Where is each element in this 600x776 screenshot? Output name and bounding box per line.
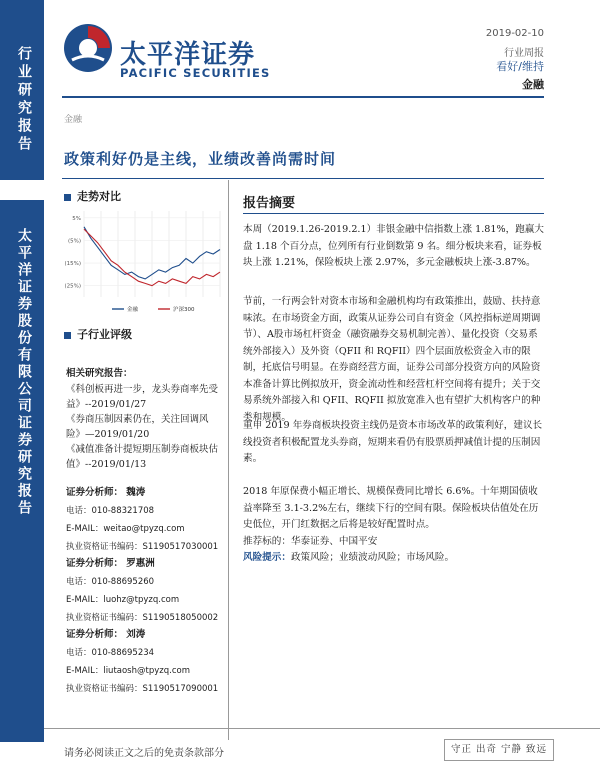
risk-label: 风险提示：: [243, 552, 291, 563]
analyst-name: 证券分析师： 刘涛: [66, 629, 146, 640]
risk-text: 政策风险；业绩波动风险；市场风险。: [290, 552, 455, 563]
logo-chinese: 太平洋证券: [120, 40, 256, 70]
analyst-block: [66, 557, 226, 629]
legend-label: 沪深300: [173, 307, 195, 313]
sub-industry-heading: 子行业评级: [64, 326, 132, 342]
trend-heading: 走势对比: [64, 188, 121, 204]
summary-paragraph: 节前，一行两会针对资本市场和金融机构均有政策推出，鼓励、扶持意味浓。在市场资金方面，政策从证券公司自有资金（风控指标逆周期调节）、A股市场杠杆资金（融资融券交易机制完善）、量化投资（交易系统外部接入）及外资（QFII 和 RQFII）四个层面放松资金入市的限制，托底信号明显。在券商经营方面，证券公司部分投资方向的风险资本准备计算比例拟放开，资金流动性和经营杠杆空间将有提升；关于交易系统外部接入和 QFII、RQFII 拟放宽准入也有望扩大机构客户的种类和规模。: [243, 296, 541, 423]
column-divider: [228, 180, 229, 740]
bullet-square-icon: [64, 194, 71, 201]
industry-rating: 看好/维持: [496, 60, 544, 73]
industry-name: 金融: [522, 78, 544, 91]
related-item: 《减值准备计提短期压制券商板块估值》--2019/01/13: [66, 444, 219, 470]
page-title: 政策利好仍是主线，业绩改善尚需时间: [64, 150, 337, 168]
analyst-email[interactable]: E-MAIL：luohz@tpyzq.com: [66, 595, 180, 605]
report-type: 行业周报: [504, 48, 544, 59]
sidebar: [0, 0, 44, 776]
related-heading: 相关研究报告：: [66, 368, 133, 379]
legend-label: 金融: [127, 307, 139, 313]
analyst-phone: 电话：010-88695260: [66, 577, 155, 587]
summary-paragraph: 2018 年原保费小幅正增长、规模保费同比增长 6.6%。十年期国债收益率降至 3.1-3.2%左右，继续下行的空间有限。保险板块估值处在历史低位，开门红数据之后将是较好配置时点。: [243, 486, 539, 530]
sidebar-top-panel: [0, 0, 44, 180]
analyst-name: 证券分析师： 魏涛: [66, 487, 146, 498]
analyst-block: [66, 486, 226, 558]
y-tick-label: (25%): [64, 283, 81, 290]
analyst-license: 执业资格证书编码：S1190517090001: [66, 684, 219, 694]
summary-divider: [243, 213, 544, 214]
sector-label: 金融: [64, 115, 83, 125]
analyst-email[interactable]: E-MAIL：liutaosh@tpyzq.com: [66, 666, 190, 676]
sidebar-bottom-text: 太平洋证券股份有限公司证券研究报告: [16, 228, 32, 517]
report-date: 2019-02-10: [485, 28, 544, 39]
analyst-name: 证券分析师： 罗惠洲: [66, 558, 155, 569]
risk-warning: [243, 550, 545, 567]
y-tick-label: (15%): [64, 261, 81, 268]
summary-heading: 报告摘要: [243, 196, 296, 211]
analyst-phone: 电话：010-88695234: [66, 648, 155, 658]
footer-divider: [44, 728, 600, 729]
trend-chart: [62, 205, 224, 317]
related-item: 《科创板再进一步，龙头券商率先受益》--2019/01/27: [66, 384, 219, 410]
y-tick-label: 5%: [72, 215, 81, 222]
logo-icon: [62, 22, 114, 74]
recommendation: 推荐标的：华泰证券、中国平安: [243, 536, 378, 547]
footer-motto: 守正 出奇 宁静 致远: [444, 739, 554, 761]
sidebar-top-text: 行业研究报告: [16, 46, 32, 154]
footer-disclaimer: 请务必阅读正文之后的免责条款部分: [64, 748, 224, 759]
y-tick-label: (5%): [67, 238, 81, 245]
summary-paragraph: 重申 2019 年券商板块投资主线仍是资本市场改革的政策利好，建议长线投资者积极配置龙头券商，短期来看仍有股票质押减值计提的压制因素。: [243, 420, 543, 464]
related-reports: [66, 366, 222, 472]
summary-paragraph: 本周（2019.1.26-2019.2.1）非银金融中信指数上涨 1.81%，跑赢大盘 1.18 个百分点，位列所有行业倒数第 9 名。细分板块来看，证券板块上涨 1.21%，保险板块上涨 2.97%，多元金融板块上涨-3.87%。: [243, 224, 545, 268]
analyst-block: [66, 628, 226, 700]
sidebar-bottom-panel: [0, 200, 44, 742]
analyst-phone: 电话：010-88321708: [66, 506, 155, 516]
header-divider: [62, 96, 544, 98]
analyst-license: 执业资格证书编码：S1190518050002: [66, 613, 219, 623]
related-item: 《券商压制因素仍在，关注回调风险》—2019/01/20: [66, 414, 209, 440]
analyst-license: 执业资格证书编码：S1190517030001: [66, 542, 219, 552]
bullet-square-icon: [64, 332, 71, 339]
analyst-email[interactable]: E-MAIL：weitao@tpyzq.com: [66, 524, 185, 534]
logo-english: PACIFIC SECURITIES: [120, 66, 271, 80]
title-divider: [62, 178, 544, 179]
